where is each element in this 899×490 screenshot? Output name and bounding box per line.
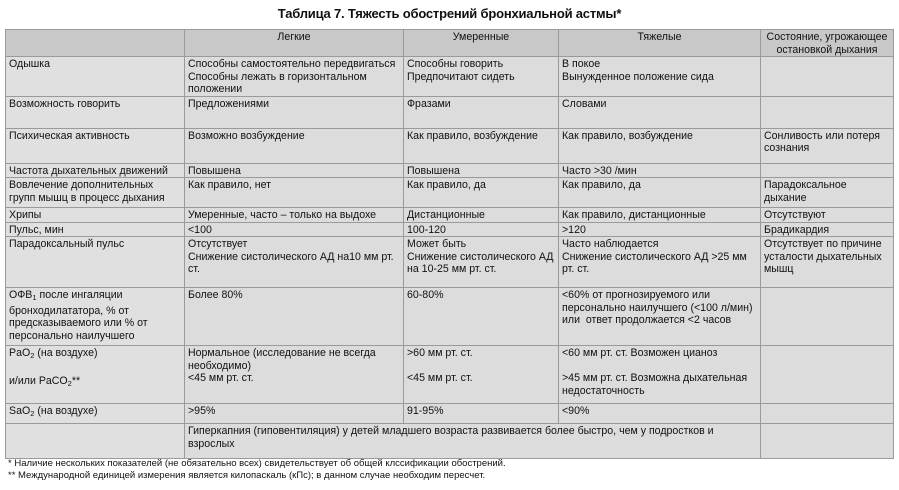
cell-text: <45 мм рт. ст. (188, 372, 254, 384)
cell-text: Одышка (9, 58, 51, 70)
cell-text: Парадоксальное дыхание (764, 179, 850, 204)
cell-text: <90% (562, 405, 590, 417)
table-cell (404, 128, 559, 163)
table-row (6, 346, 894, 404)
cell-text: Возможно возбуждение (188, 129, 305, 142)
table-cell (185, 346, 404, 404)
label-text: и/или PaCO (9, 375, 68, 387)
cell-text: Способны самостоятельно передвигаться (188, 58, 396, 70)
table-cell (559, 288, 761, 346)
table-cell (761, 163, 894, 178)
table-cell (559, 237, 761, 288)
cell-text: Как правило, возбуждение (407, 129, 538, 142)
table-cell (404, 57, 559, 97)
table-cell (185, 288, 404, 346)
table-row (6, 128, 894, 163)
table-cell (761, 208, 894, 223)
cell-text: Хрипы (9, 209, 42, 221)
cell-text: Вынужденное положение сида (562, 70, 714, 83)
table-cell (185, 237, 404, 288)
table-cell (404, 178, 559, 208)
row-label (6, 237, 185, 288)
table-row (6, 237, 894, 288)
column-header: Состояние, угрожающее остановкой дыхания (761, 30, 894, 57)
cell-text (562, 360, 757, 373)
cell-text: Вовлечение дополнительных групп мышц в процесс дыхания (9, 179, 165, 204)
table-cell (404, 163, 559, 178)
cell-text: Отсутствует (188, 238, 248, 250)
table-cell (404, 208, 559, 223)
table-cell (761, 404, 894, 424)
cell-text: >95% (188, 405, 216, 417)
cell-text: Отсутствуют (764, 209, 826, 221)
table-row (6, 96, 894, 128)
label-text: ОФВ (9, 289, 33, 301)
subscript: 2 (30, 351, 35, 360)
footnote-1: * Наличие нескольких показателей (не обязательно всех) свидетельствует об общей клссификации обострений. (8, 458, 506, 469)
table-cell (559, 178, 761, 208)
row-label (6, 128, 185, 163)
table-cell (185, 96, 404, 128)
cell-text: Повышена (407, 164, 460, 177)
cell-text: Снижение систолического АД на 10-25 мм рт. ст. (407, 250, 557, 275)
footnotes (8, 458, 888, 482)
cell-text: Часто >30 /мин (562, 164, 637, 177)
cell-text: Способны говорить (407, 58, 504, 70)
table-cell (761, 424, 894, 459)
column-header: Легкие (185, 30, 404, 57)
subscript: 2 (67, 379, 72, 388)
cell-text: В покое (562, 58, 601, 70)
cell-text: Умеренные, часто – только на выдохе (188, 209, 377, 221)
cell-text (764, 347, 890, 360)
table-cell (761, 288, 894, 346)
hypercapnia-note: Гиперкапния (гиповентиляция) у детей младшего возраста развивается более быстро, чем у подростков и взрослых (185, 424, 761, 459)
label-text: SaO (9, 405, 31, 417)
cell-text: Частота дыхательных движений (9, 164, 168, 177)
cell-text: Как правило, да (407, 179, 486, 191)
cell-text: Может быть (407, 238, 467, 250)
table-cell (404, 346, 559, 404)
table-cell (185, 222, 404, 237)
row-label (6, 424, 185, 459)
cell-text (764, 58, 890, 71)
cell-text: Психическая активность (9, 129, 130, 142)
table-cell (761, 128, 894, 163)
table-title: Таблица 7. Тяжесть обострений бронхиальной астмы* (277, 6, 622, 21)
row-label (6, 404, 185, 424)
table-cell (559, 96, 761, 128)
table-cell (559, 163, 761, 178)
table-cell (761, 57, 894, 97)
row-label (6, 96, 185, 128)
cell-text: Сонливость или потеря сознания (764, 129, 883, 154)
table-cell (761, 178, 894, 208)
cell-text: Снижение систолического АД на10 мм рт. ст. (188, 250, 397, 275)
table-cell (761, 346, 894, 404)
table-cell (761, 222, 894, 237)
cell-text: Предложениями (188, 97, 270, 110)
row-label (6, 222, 185, 237)
cell-text: Как правило, возбуждение (562, 129, 693, 142)
cell-text: Как правило, да (562, 179, 641, 191)
table-row (6, 57, 894, 97)
cell-text (764, 98, 890, 111)
cell-text (764, 165, 890, 178)
cell-text: Отсутствует по причине усталости дыхательных мышц (764, 238, 885, 275)
table-cell (185, 57, 404, 97)
row-label (6, 178, 185, 208)
table-cell (559, 222, 761, 237)
cell-text: Дистанционные (407, 209, 485, 221)
header-row (6, 30, 894, 57)
row-label (6, 288, 185, 346)
table-cell (185, 208, 404, 223)
cell-text: >120 (562, 223, 586, 236)
subscript: 1 (32, 293, 37, 302)
label-text: (на воздухе) (34, 405, 98, 417)
table-row (6, 404, 894, 424)
label-text: PaO (9, 347, 31, 359)
table-cell (559, 128, 761, 163)
column-header (6, 30, 185, 57)
table-cell (404, 96, 559, 128)
table-row (6, 163, 894, 178)
table-cell (185, 163, 404, 178)
table-row (6, 178, 894, 208)
table-row (6, 208, 894, 223)
cell-text: Предпочитают сидеть (407, 70, 515, 83)
cell-text: <60% от прогнозируемого или персонально наилучшего (<100 л/мин) или ответ продолжается <2 часов (562, 289, 756, 326)
table-cell (404, 288, 559, 346)
cell-text: >45 мм рт. ст. Возможна дыхательная недостаточность (562, 372, 751, 397)
label-text: ** (71, 375, 81, 387)
table-cell (404, 404, 559, 424)
cell-text: Как правило, нет (188, 179, 272, 191)
table-cell (559, 404, 761, 424)
cell-text: Нормальное (исследование не всегда необходимо) (188, 347, 379, 372)
cell-text: Повышена (188, 164, 241, 177)
cell-text: Часто наблюдается (562, 238, 659, 250)
table-cell (559, 57, 761, 97)
label-text: после ингаляции бронходилататора, % от предсказываемого или % от персонально наилучшего (9, 289, 151, 342)
row-label (6, 163, 185, 178)
cell-text: <60 мм рт. ст. Возможен цианоз (562, 347, 718, 359)
cell-text: 91-95% (407, 405, 444, 417)
row-label (6, 208, 185, 223)
table-cell (185, 404, 404, 424)
cell-text: >60 мм рт. ст. (407, 347, 473, 359)
row-label (6, 346, 185, 404)
table-cell (185, 128, 404, 163)
cell-text: Брадикардия (764, 223, 830, 236)
table-cell (404, 237, 559, 288)
table-row (6, 222, 894, 237)
subscript: 2 (30, 409, 35, 418)
row-label (6, 57, 185, 97)
cell-text: 100-120 (407, 223, 446, 236)
table-cell (761, 96, 894, 128)
cell-text: Парадоксальный пульс (9, 238, 125, 250)
asthma-severity-table (5, 29, 894, 459)
table-cell (761, 237, 894, 288)
cell-text: Фразами (407, 97, 451, 110)
cell-text (764, 289, 890, 302)
note-row (6, 424, 894, 459)
column-header: Тяжелые (559, 30, 761, 57)
cell-text (764, 405, 890, 418)
cell-text (407, 360, 555, 373)
cell-text: <45 мм рт. ст. (407, 372, 473, 384)
cell-text: Снижение систолического АД >25 мм рт. ст. (562, 250, 750, 275)
footnote-2: ** Международной единицей измерения является килопаскаль (кПс); в данном случае необходим пересчет. (8, 470, 486, 481)
table-cell (559, 346, 761, 404)
table-cell (185, 178, 404, 208)
table-cell (404, 222, 559, 237)
cell-text: Словами (562, 97, 607, 110)
cell-text: Более 80% (188, 289, 243, 301)
cell-text: <100 (188, 223, 212, 236)
cell-text: Способны лежать в горизонтальном положении (188, 70, 370, 95)
cell-text: Возможность говорить (9, 97, 121, 110)
label-text: (на воздухе) (34, 347, 98, 359)
cell-text: Как правило, дистанционные (562, 209, 706, 221)
cell-text: 60-80% (407, 289, 444, 301)
table-cell (559, 208, 761, 223)
column-header: Умеренные (404, 30, 559, 57)
table-row (6, 288, 894, 346)
cell-text: Пульс, мин (9, 223, 64, 236)
